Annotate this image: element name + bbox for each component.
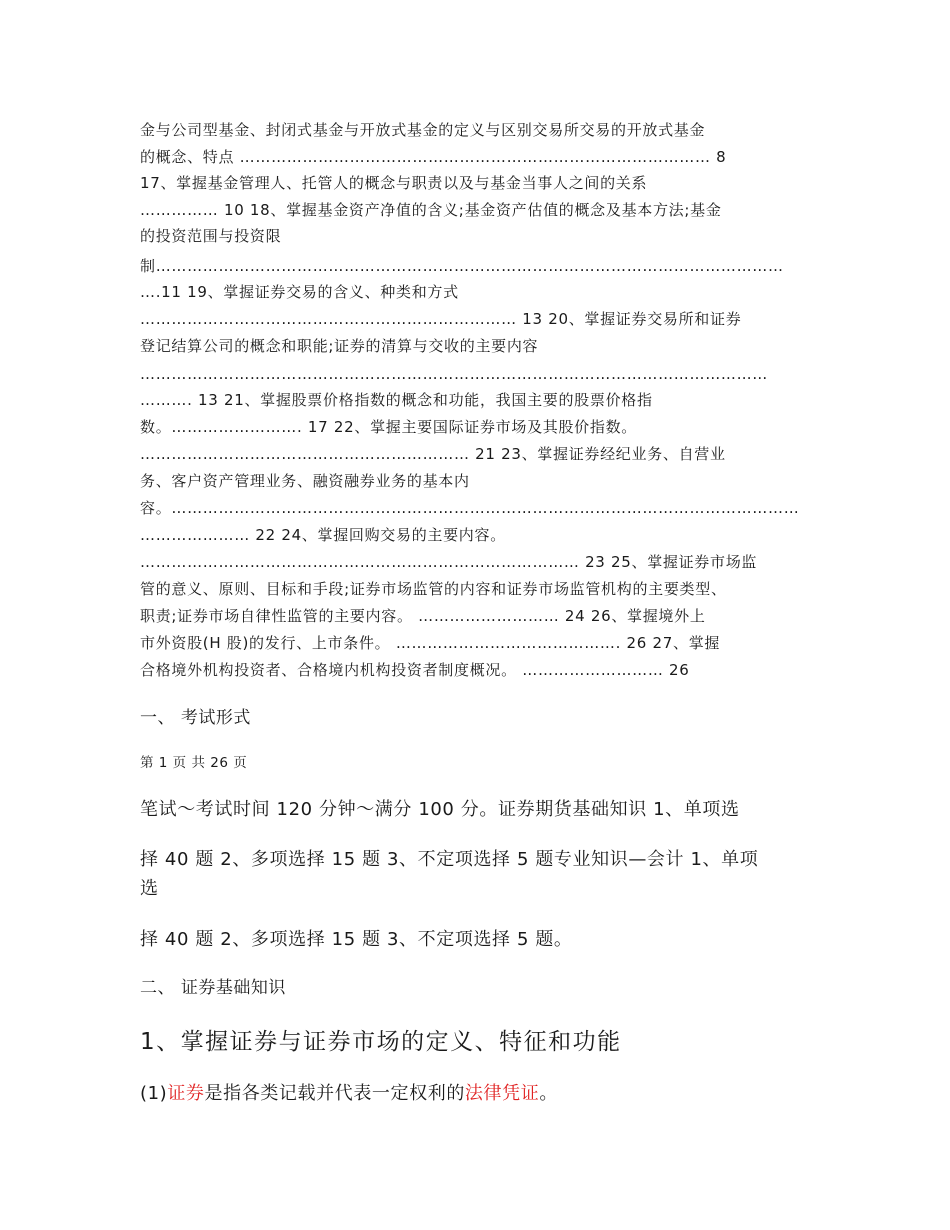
definition-prefix: (1): [140, 1083, 168, 1104]
toc-line: 职责;证券市场自律性监管的主要内容。 ……………………… 24 26、掌握境外上: [140, 607, 706, 625]
toc-line: 17、掌握基金管理人、托管人的概念与职责以及与基金当事人之间的关系: [140, 174, 648, 192]
exam-line: 择 40 题 2、多项选择 15 题 3、不定项选择 5 题专业知识—会计 1、单项: [140, 849, 759, 870]
toc-line: ………………… 22 24、掌握回购交易的主要内容。: [140, 526, 506, 544]
toc-line: ….11 19、掌握证券交易的含义、种类和方式: [140, 283, 459, 301]
definition-suffix: 。: [539, 1083, 558, 1104]
toc-line: 管的意义、原则、目标和手段;证券市场监管的内容和证券市场监管机构的主要类型、: [140, 580, 727, 598]
toc-line: 容。…………………………………………………………………………………………………………: [140, 499, 800, 517]
heading-securities-market: 1、掌握证券与证券市场的定义、特征和功能: [140, 1029, 622, 1055]
definition-paragraph: [140, 1082, 558, 1106]
exam-line: 笔试～考试时间 120 分钟～满分 100 分。证券期货基础知识 1、单项选: [140, 799, 740, 820]
definition-text: 是指各类记载并代表一定权利的: [204, 1083, 465, 1104]
exam-line: 选: [140, 878, 159, 899]
toc-line: 数。……………………. 17 22、掌握主要国际证券市场及其股价指数。: [140, 418, 637, 436]
toc-line: ……………………………………………………… 21 23、掌握证券经纪业务、自营业: [140, 445, 726, 463]
toc-line: ………………………………………………………………………… 23 25、掌握证券市场监: [140, 553, 758, 571]
toc-line: 的投资范围与投资限: [140, 227, 282, 245]
toc-line: ………. 13 21、掌握股票价格指数的概念和功能，我国主要的股票价格指: [140, 391, 653, 409]
page-number: 第 1 页 共 26 页: [140, 755, 248, 771]
toc-line: 务、客户资产管理业务、融资融券业务的基本内: [140, 472, 470, 490]
toc-line: …………………………………………………………………………………………………………: [140, 365, 768, 383]
highlight-term-securities: 证券: [167, 1083, 205, 1104]
toc-line: ……………………………………………………………… 13 20、掌握证券交易所和证券: [140, 310, 742, 328]
toc-line: 合格境外机构投资者、合格境内机构投资者制度概况。 ……………………… 26: [140, 661, 690, 679]
toc-line: 的概念、特点 ……………………………………………………………………………… 8: [140, 148, 727, 166]
highlight-term-legal-certificate: 法律凭证: [464, 1083, 540, 1104]
toc-line: …………… 10 18、掌握基金资产净值的含义;基金资产估值的概念及基本方法;基金: [140, 201, 722, 219]
toc-line: 制…………………………………………………………………………………………………………: [140, 257, 784, 275]
section-title-exam-format: 一、 考试形式: [140, 708, 251, 728]
section-title-basics: 二、 证券基础知识: [140, 978, 286, 998]
toc-line: 金与公司型基金、封闭式基金与开放式基金的定义与区别交易所交易的开放式基金: [140, 121, 706, 139]
exam-line: 择 40 题 2、多项选择 15 题 3、不定项选择 5 题。: [140, 929, 573, 950]
toc-line: 登记结算公司的概念和职能;证券的清算与交收的主要内容: [140, 337, 539, 355]
toc-line: 市外资股(H 股)的发行、上市条件。 ……………………………………. 26 27、掌握: [140, 634, 721, 652]
